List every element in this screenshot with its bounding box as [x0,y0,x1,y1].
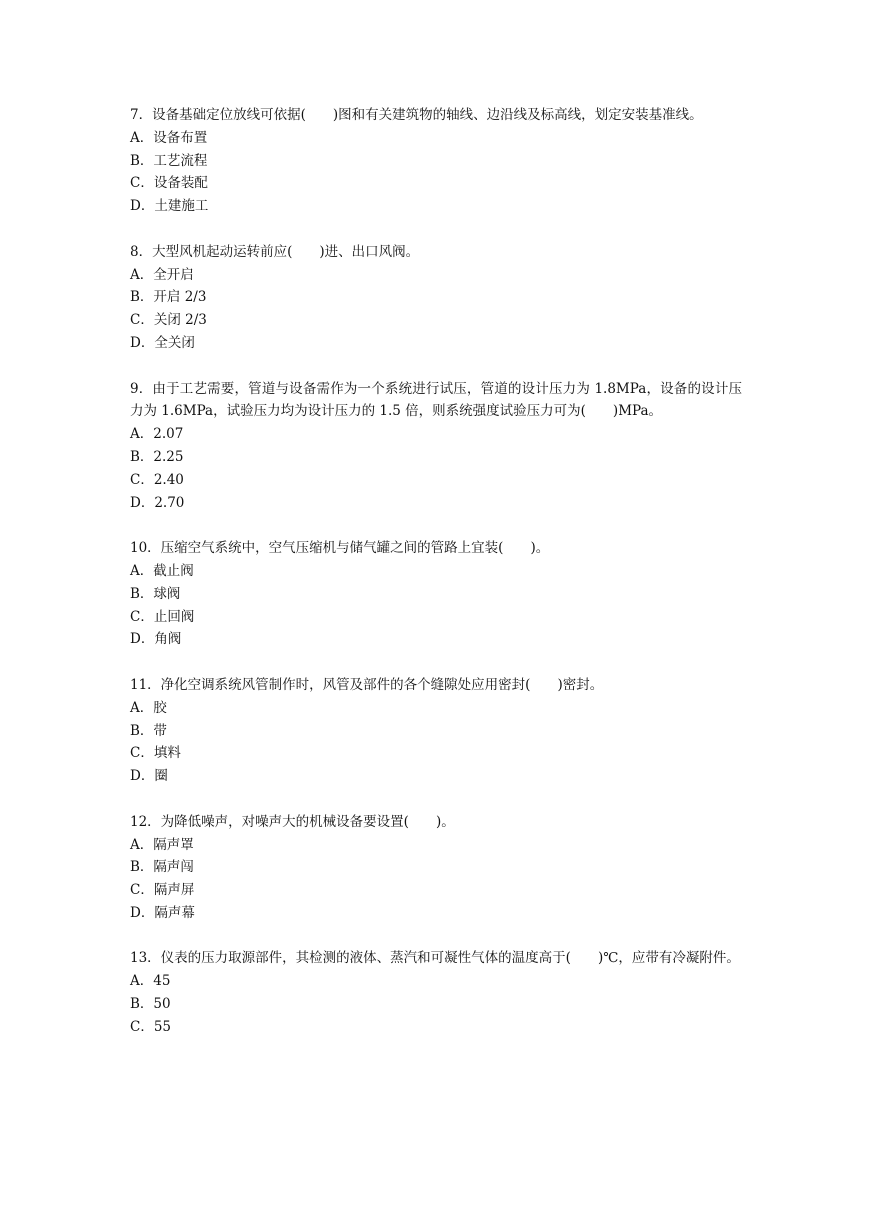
option-d: D．2.70 [130,494,185,511]
question-stem: 9．由于工艺需要，管道与设备需作为一个系统进行试压，管道的设计压力为 1.8MPa，设备的设计压力为 1.6MPa，试验压力均为设计压力的 1.5 倍，则系统强度试验压力可为( )MPa。 [130,380,742,420]
option-a: A．设备布置 [130,129,208,146]
question-stem: 10．压缩空气系统中，空气压缩机与储气罐之间的管路上宜装( )。 [130,540,550,557]
option-a: A．截止阀 [130,562,194,579]
question-11 [130,674,742,788]
option-d: D．土建施工 [130,198,209,215]
question-stem: 7．设备基础定位放线可依据( )图和有关建筑物的轴线、边沿线及标高线，划定安装基准线。 [130,107,703,123]
option-b: B．带 [130,722,167,739]
question-stem: 12．为降低噪声，对噪声大的机械设备要设置( )。 [130,813,455,830]
option-c: C．2.40 [130,471,184,488]
question-stem: 11．净化空调系统风管制作时，风管及部件的各个缝隙处应用密封( )密封。 [130,676,604,693]
option-b: B．球阀 [130,585,181,602]
question-10 [130,537,742,651]
option-b: B．开启 2/3 [130,289,207,306]
option-a: A．45 [130,973,171,990]
option-d: D．角阀 [130,631,182,648]
question-12 [130,811,742,925]
question-7 [130,104,742,218]
question-list [130,104,742,1061]
option-a: A．全开启 [130,266,194,283]
option-d: D．隔声幕 [130,904,195,921]
option-b: B．50 [130,996,171,1013]
option-b: B．2.25 [130,448,184,465]
option-c: C．隔声屏 [130,882,195,899]
option-c: C．填料 [130,745,181,762]
option-d: D．圈 [130,768,168,785]
option-c: C．55 [130,1018,172,1035]
question-9 [130,378,742,515]
option-b: B．隔声闯 [130,859,194,876]
option-c: C．设备装配 [130,175,208,192]
option-c: C．关闭 2/3 [130,312,207,329]
question-8 [130,241,742,355]
option-d: D．全关闭 [130,334,195,351]
option-c: C．止回阀 [130,608,195,625]
question-13 [130,947,742,1038]
question-stem: 13．仪表的压力取源部件，其检测的液体、蒸汽和可凝性气体的温度高于( )℃，应带有冷凝附件。 [130,950,740,967]
option-b: B．工艺流程 [130,152,208,169]
option-a: A．隔声罩 [130,836,194,853]
option-a: A．2.07 [130,426,184,443]
question-stem: 8．大型风机起动运转前应( )进、出口风阀。 [130,243,420,260]
option-a: A．胶 [130,699,167,716]
